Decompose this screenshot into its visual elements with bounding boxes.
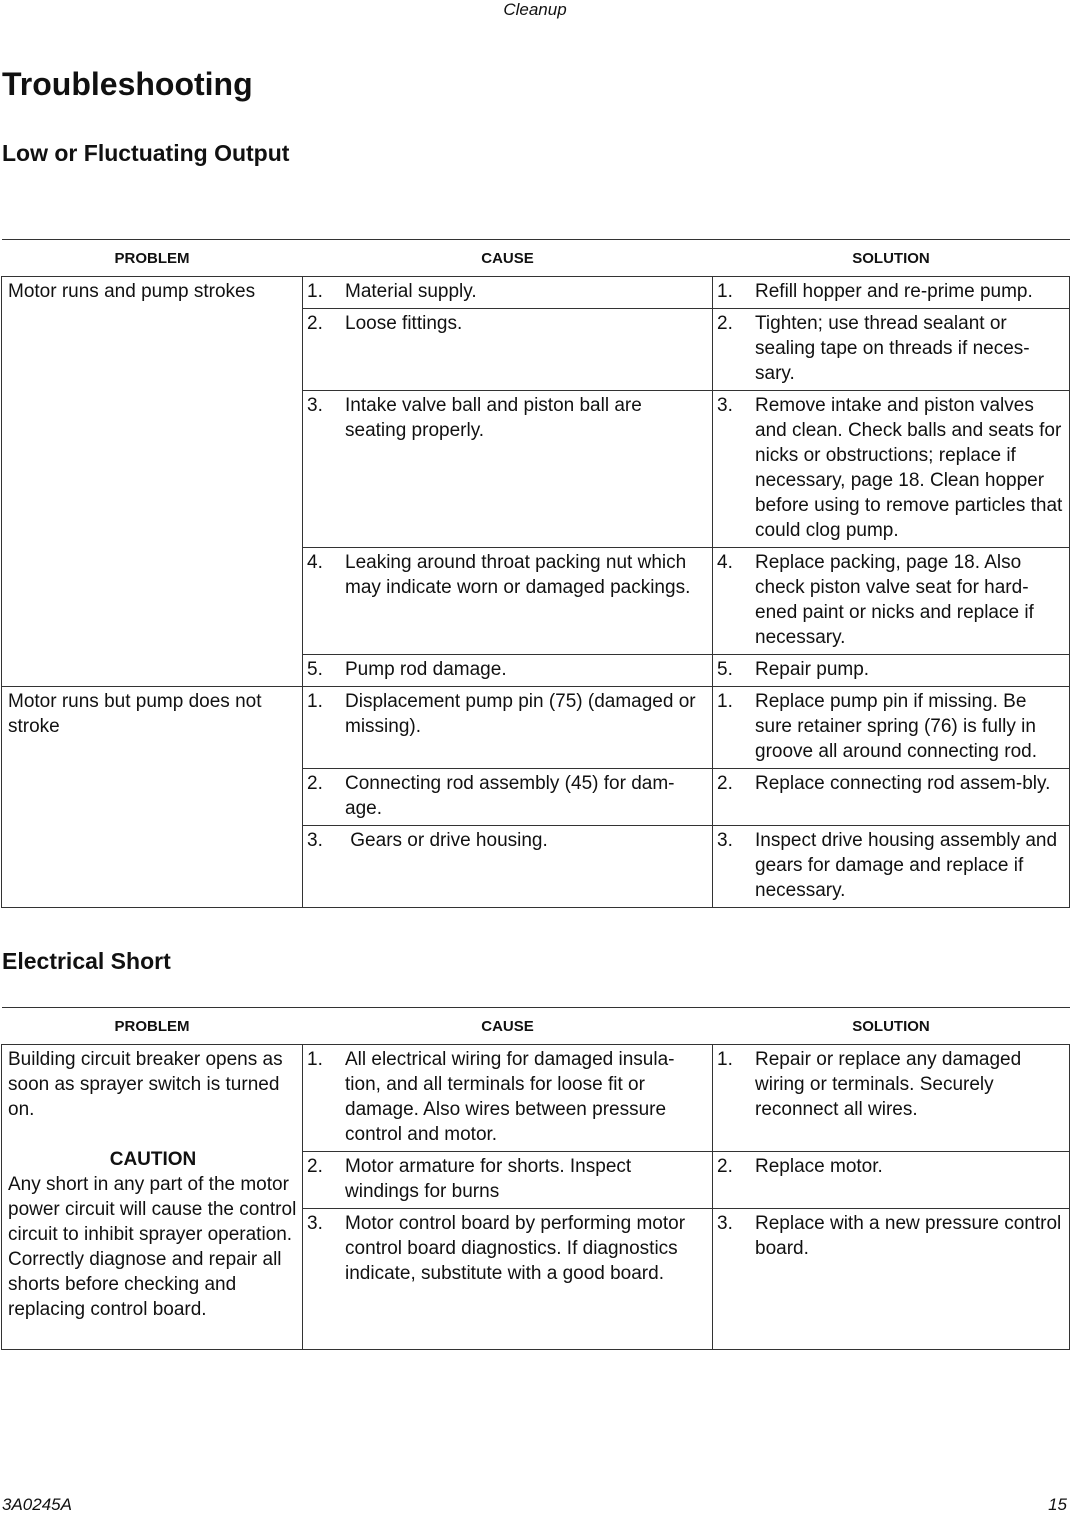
problem-column-header: PROBLEM (2, 240, 303, 277)
problem-column-header: PROBLEM (2, 1008, 303, 1045)
cause-cell (303, 277, 713, 309)
solution-number: 1. (717, 691, 733, 712)
running-header: Cleanup (503, 0, 567, 19)
cause-text: Loose fittings. (345, 313, 463, 334)
low-output-table (1, 239, 1070, 908)
problem-cell (2, 1045, 303, 1350)
cause-column-header: CAUSE (303, 240, 713, 277)
solution-cell (713, 277, 1070, 309)
table-row (2, 687, 1070, 769)
solution-number: 2. (717, 1156, 733, 1177)
cause-cell (303, 687, 713, 769)
table-row (2, 1045, 1070, 1152)
solution-number: 1. (717, 1049, 733, 1070)
electrical-short-table (1, 1007, 1070, 1350)
cause-number: 3. (307, 395, 323, 416)
solution-cell (713, 391, 1070, 548)
cause-column-header: CAUSE (303, 1008, 713, 1045)
solution-text: Replace connecting rod assem-bly. (755, 773, 1051, 794)
solution-text: Repair or replace any damaged wiring or terminals. Securely reconnect all wires. (755, 1049, 1022, 1120)
cause-text: Leaking around throat packing nut which may indicate worn or damaged packings. (345, 552, 691, 598)
cause-number: 1. (307, 281, 323, 302)
solution-text: Inspect drive housing assembly and gears for damage and replace if necessary. (755, 830, 1058, 901)
cause-number: 2. (307, 773, 323, 794)
section-heading-electrical-short: Electrical Short (2, 948, 171, 974)
solution-number: 3. (717, 830, 733, 851)
solution-column-header: SOLUTION (713, 240, 1070, 277)
solution-cell (713, 548, 1070, 655)
cause-cell (303, 769, 713, 826)
cause-cell (303, 826, 713, 908)
cause-cell (303, 309, 713, 391)
cause-cell (303, 1045, 713, 1152)
solution-number: 3. (717, 1213, 733, 1234)
cause-number: 4. (307, 552, 323, 573)
solution-cell (713, 687, 1070, 769)
cause-text: Intake valve ball and piston ball are seating properly. (345, 395, 642, 441)
solution-text: Tighten; use thread sealant or sealing tape on threads if neces-sary. (755, 313, 1030, 384)
cause-number: 5. (307, 659, 323, 680)
problem-cell: Motor runs but pump does not stroke (2, 687, 303, 908)
solution-text: Replace pump pin if missing. Be sure retainer spring (76) is fully in groove all around connecting rod. (755, 691, 1038, 762)
solution-text: Replace motor. (755, 1156, 883, 1177)
cause-number: 1. (307, 1049, 323, 1070)
cause-text: Gears or drive housing. (345, 830, 548, 851)
solution-number: 2. (717, 773, 733, 794)
cause-number: 3. (307, 1213, 323, 1234)
solution-text: Replace with a new pressure control board. (755, 1213, 1062, 1259)
cause-cell (303, 391, 713, 548)
solution-cell (713, 655, 1070, 687)
solution-number: 1. (717, 281, 733, 302)
solution-cell (713, 826, 1070, 908)
document-number: 3A0245A (2, 1495, 72, 1514)
problem-text: Building circuit breaker opens as soon as sprayer switch is turned on. (8, 1049, 283, 1120)
problem-cell: Motor runs and pump strokes (2, 277, 303, 687)
table-row (2, 277, 1070, 309)
cause-text: All electrical wiring for damaged insula-tion, and all terminals for loose fit or damage. Also wires between pressure control and motor. (345, 1049, 675, 1145)
solution-cell (713, 1152, 1070, 1209)
solution-cell (713, 1045, 1070, 1152)
solution-column-header: SOLUTION (713, 1008, 1070, 1045)
cause-text: Displacement pump pin (75) (damaged or missing). (345, 691, 696, 737)
solution-cell (713, 309, 1070, 391)
table-header-row (2, 1008, 1070, 1045)
cause-text: Motor control board by performing motor control board diagnostics. If diagnostics indicate, substitute with a good board. (345, 1213, 686, 1284)
solution-number: 3. (717, 395, 733, 416)
solution-number: 2. (717, 313, 733, 334)
cause-number: 1. (307, 691, 323, 712)
table-header-row (2, 240, 1070, 277)
cause-text: Motor armature for shorts. Inspect windings for burns (345, 1156, 632, 1202)
cause-cell (303, 548, 713, 655)
solution-text: Replace packing, page 18. Also check piston valve seat for hard-ened paint or nicks and replace if necessary. (755, 552, 1034, 648)
page-number: 15 (1048, 1495, 1067, 1514)
solution-text: Remove intake and piston valves and clean. Check balls and seats for nicks or obstructions; replace if necessary, page 18. Clean hopper before using to remove particles that could clog pump. (755, 395, 1063, 541)
cause-number: 2. (307, 1156, 323, 1177)
solution-number: 5. (717, 659, 733, 680)
cause-number: 2. (307, 313, 323, 334)
solution-number: 4. (717, 552, 733, 573)
solution-text: Refill hopper and re-prime pump. (755, 281, 1033, 302)
cause-text: Material supply. (345, 281, 477, 302)
cause-text: Pump rod damage. (345, 659, 507, 680)
solution-cell (713, 769, 1070, 826)
cause-cell (303, 1152, 713, 1209)
cause-number: 3. (307, 830, 323, 851)
cause-cell (303, 1209, 713, 1350)
section-heading-low-output: Low or Fluctuating Output (2, 140, 290, 166)
cause-text: Connecting rod assembly (45) for dam-age. (345, 773, 675, 819)
solution-cell (713, 1209, 1070, 1350)
caution-text: Any short in any part of the motor power circuit will cause the control circuit to inhibit sprayer operation. Correctly diagnose and repair all shorts before checking and replacing control board. (8, 1174, 297, 1320)
caution-title: CAUTION (109, 1149, 197, 1170)
solution-text: Repair pump. (755, 659, 870, 680)
cause-cell (303, 655, 713, 687)
page-title: Troubleshooting (2, 66, 253, 102)
